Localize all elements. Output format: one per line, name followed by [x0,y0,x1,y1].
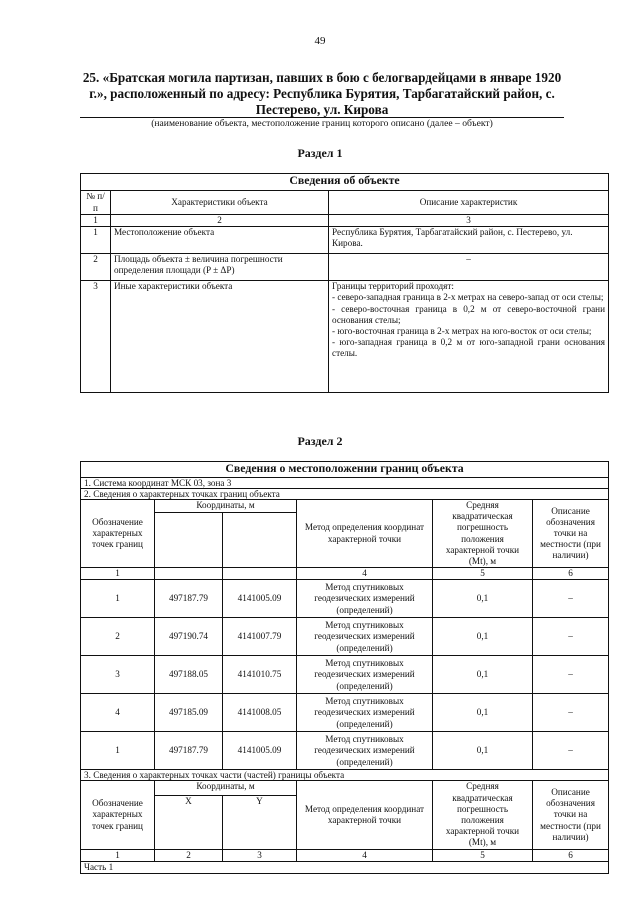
x-header [155,512,223,567]
index-cell: 6 [533,568,609,580]
section2-heading: Раздел 2 [297,434,343,448]
point-header: Обозначение характерных точек границ [81,500,155,568]
coords-header: Координаты, м [155,781,297,795]
row-num: 1 [81,227,111,254]
boundary-line: - юго-западная граница в 0,2 м от юго-западной грани основания стелы. [332,337,606,359]
index-cell: 3 [223,849,297,861]
point-header: Обозначение характерных точек границ [81,781,155,849]
point-x: 497185.09 [155,694,223,732]
section1-heading: Раздел 1 [297,146,343,160]
point-error: 0,1 [433,580,533,618]
table-row [81,227,609,254]
point-id: 2 [81,618,155,656]
point-desc: – [533,694,609,732]
coord-system: 1. Система координат МСК 03, зона 3 [81,478,609,489]
point-y: 4141005.09 [223,580,297,618]
row-num: 2 [81,254,111,281]
table-row [81,656,609,694]
table-row [81,254,609,281]
point-y: 4141007.79 [223,618,297,656]
point-desc: – [533,656,609,694]
coords-header: Координаты, м [155,500,297,513]
point-error: 0,1 [433,732,533,770]
boundary-line: - юго-восточная граница в 2-х метрах на юго-восток от оси стелы; [332,326,592,337]
index-cell: 4 [297,849,433,861]
object-info-title: Сведения об объекте [81,174,609,191]
col-num-header: № п/п [81,191,111,215]
point-method: Метод спутниковых геодезических измерений (определений) [297,656,433,694]
point-desc: – [533,732,609,770]
table-row [81,618,609,656]
index-cell: 1 [81,215,111,227]
col-char-header: Характеристики объекта [111,191,329,215]
boundary-line: - северо-западная граница в 2-х метрах на северо-запад от оси стелы; [332,292,604,303]
method-header: Метод определения координат характерной точки [297,781,433,849]
y-header [223,512,297,567]
point-y: 4141005.09 [223,732,297,770]
point-y: 4141010.75 [223,656,297,694]
col-desc-header: Описание характеристик [329,191,609,215]
row-desc [329,281,609,393]
index-cell: 1 [81,849,155,861]
desc-header: Описание обозначения точки на местности (при наличии) [533,500,609,568]
points-section-label: 2. Сведения о характерных точках границ объекта [81,489,609,500]
error-header: Средняя квадратическая погрешность положения характерной точки (Mt), м [433,781,533,849]
point-error: 0,1 [433,618,533,656]
index-cell: 3 [329,215,609,227]
row-char: Иные характеристики объекта [111,281,329,393]
table-row [81,732,609,770]
index-cell: 4 [297,568,433,580]
table-row [81,281,609,393]
point-id: 1 [81,580,155,618]
index-cell: 5 [433,849,533,861]
y-header: Y [223,795,297,849]
table-row [81,580,609,618]
point-id: 4 [81,694,155,732]
point-method: Метод спутниковых геодезических измерений (определений) [297,732,433,770]
method-header: Метод определения координат характерной точки [297,500,433,568]
point-error: 0,1 [433,656,533,694]
part-label: Часть 1 [81,861,609,873]
row-char: Местоположение объекта [111,227,329,254]
row-char: Площадь объекта ± величина погрешности определения площади (P ± ΔP) [111,254,329,281]
index-cell: 2 [111,215,329,227]
boundary-coordinates-table [80,461,609,874]
boundary-table-title: Сведения о местоположении границ объекта [81,462,609,478]
row-desc: Республика Бурятия, Тарбагатайский район, с. Пестерево, ул. Кирова. [329,227,609,254]
error-header: Средняя квадратическая погрешность положения характерной точки (Mt), м [433,500,533,568]
index-cell: 2 [155,849,223,861]
point-id: 3 [81,656,155,694]
point-error: 0,1 [433,694,533,732]
point-x: 497188.05 [155,656,223,694]
index-cell: 6 [533,849,609,861]
index-cell [223,568,297,580]
point-method: Метод спутниковых геодезических измерений (определений) [297,618,433,656]
point-method: Метод спутниковых геодезических измерений (определений) [297,694,433,732]
row-num: 3 [81,281,111,393]
object-title: 25. «Братская могила партизан, павших в бою с белогвардейцами в январе 1920 г.», расположенный по адресу: Республика Бурятия, Тарбагатайский район, с. Пестерево, ул. Кирова [82,70,562,117]
index-cell: 1 [81,568,155,580]
point-desc: – [533,618,609,656]
boundary-line: - северо-восточная граница в 0,2 м от северо-восточной грани основания стелы; [332,303,606,325]
object-info-table [80,173,609,393]
point-method: Метод спутниковых геодезических измерений (определений) [297,580,433,618]
page-number: 49 [314,35,326,47]
point-y: 4141008.05 [223,694,297,732]
table-row [81,694,609,732]
point-desc: – [533,580,609,618]
title-caption: (наименование объекта, местоположение границ которого описано (далее – объект) [151,118,493,129]
desc-header: Описание обозначения точки на местности (при наличии) [533,781,609,849]
index-cell: 5 [433,568,533,580]
point-x: 497187.79 [155,580,223,618]
x-header: X [155,795,223,849]
boundary-line: Границы территорий проходят: [332,281,454,292]
point-id: 1 [81,732,155,770]
point-x: 497187.79 [155,732,223,770]
parts-section-label: 3. Сведения о характерных точках части (частей) границы объекта [81,770,609,781]
row-desc: – [329,254,609,281]
index-cell [155,568,223,580]
point-x: 497190.74 [155,618,223,656]
